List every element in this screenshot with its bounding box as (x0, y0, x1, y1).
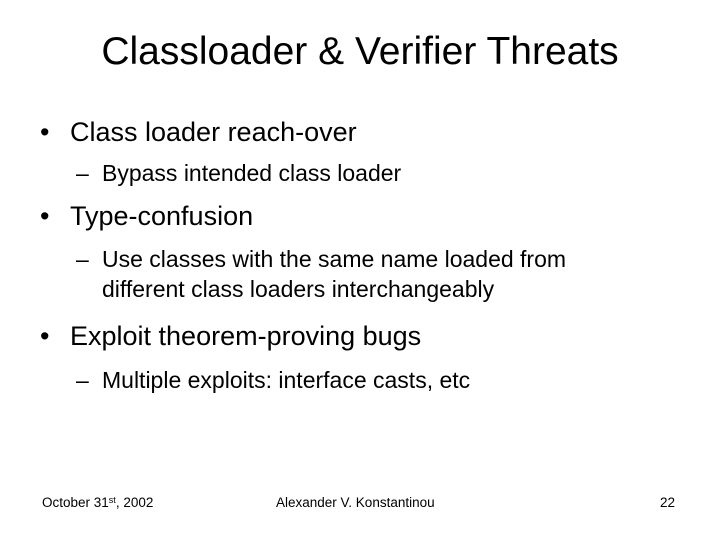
bullet-item (40, 200, 253, 232)
footer-date (42, 494, 153, 512)
bullet-text: Class loader reach-over (70, 117, 357, 147)
sub-bullet-item (76, 158, 401, 188)
bullet-text: Exploit theorem-proving bugs (70, 321, 422, 351)
slide-title: Classloader & Verifier Threats (101, 30, 619, 73)
sub-bullet-line: Multiple exploits: interface casts, etc (102, 367, 471, 393)
footer-page-number: 22 (660, 495, 676, 510)
sub-bullet-marker: – (76, 367, 89, 393)
footer-date-main: October 31 (42, 495, 109, 510)
bullet-marker: • (40, 117, 50, 147)
sub-bullet-line: Use classes with the same name loaded from (102, 246, 567, 272)
bullet-marker: • (40, 321, 50, 351)
sub-bullet-line: different class loaders interchangeably (102, 276, 495, 302)
sub-bullet-marker: – (76, 246, 89, 272)
footer-date-year: , 2002 (115, 495, 154, 510)
sub-bullet-item (76, 244, 566, 304)
sub-bullet-item (76, 365, 470, 395)
footer-date-suffix: st (108, 495, 116, 505)
sub-bullet-line: Bypass intended class loader (102, 160, 402, 186)
bullet-text: Type-confusion (70, 201, 254, 231)
footer-author: Alexander V. Konstantinou (276, 495, 435, 510)
bullet-item (40, 320, 421, 352)
bullet-item (40, 116, 357, 148)
sub-bullet-marker: – (76, 160, 89, 186)
bullet-marker: • (40, 201, 50, 231)
